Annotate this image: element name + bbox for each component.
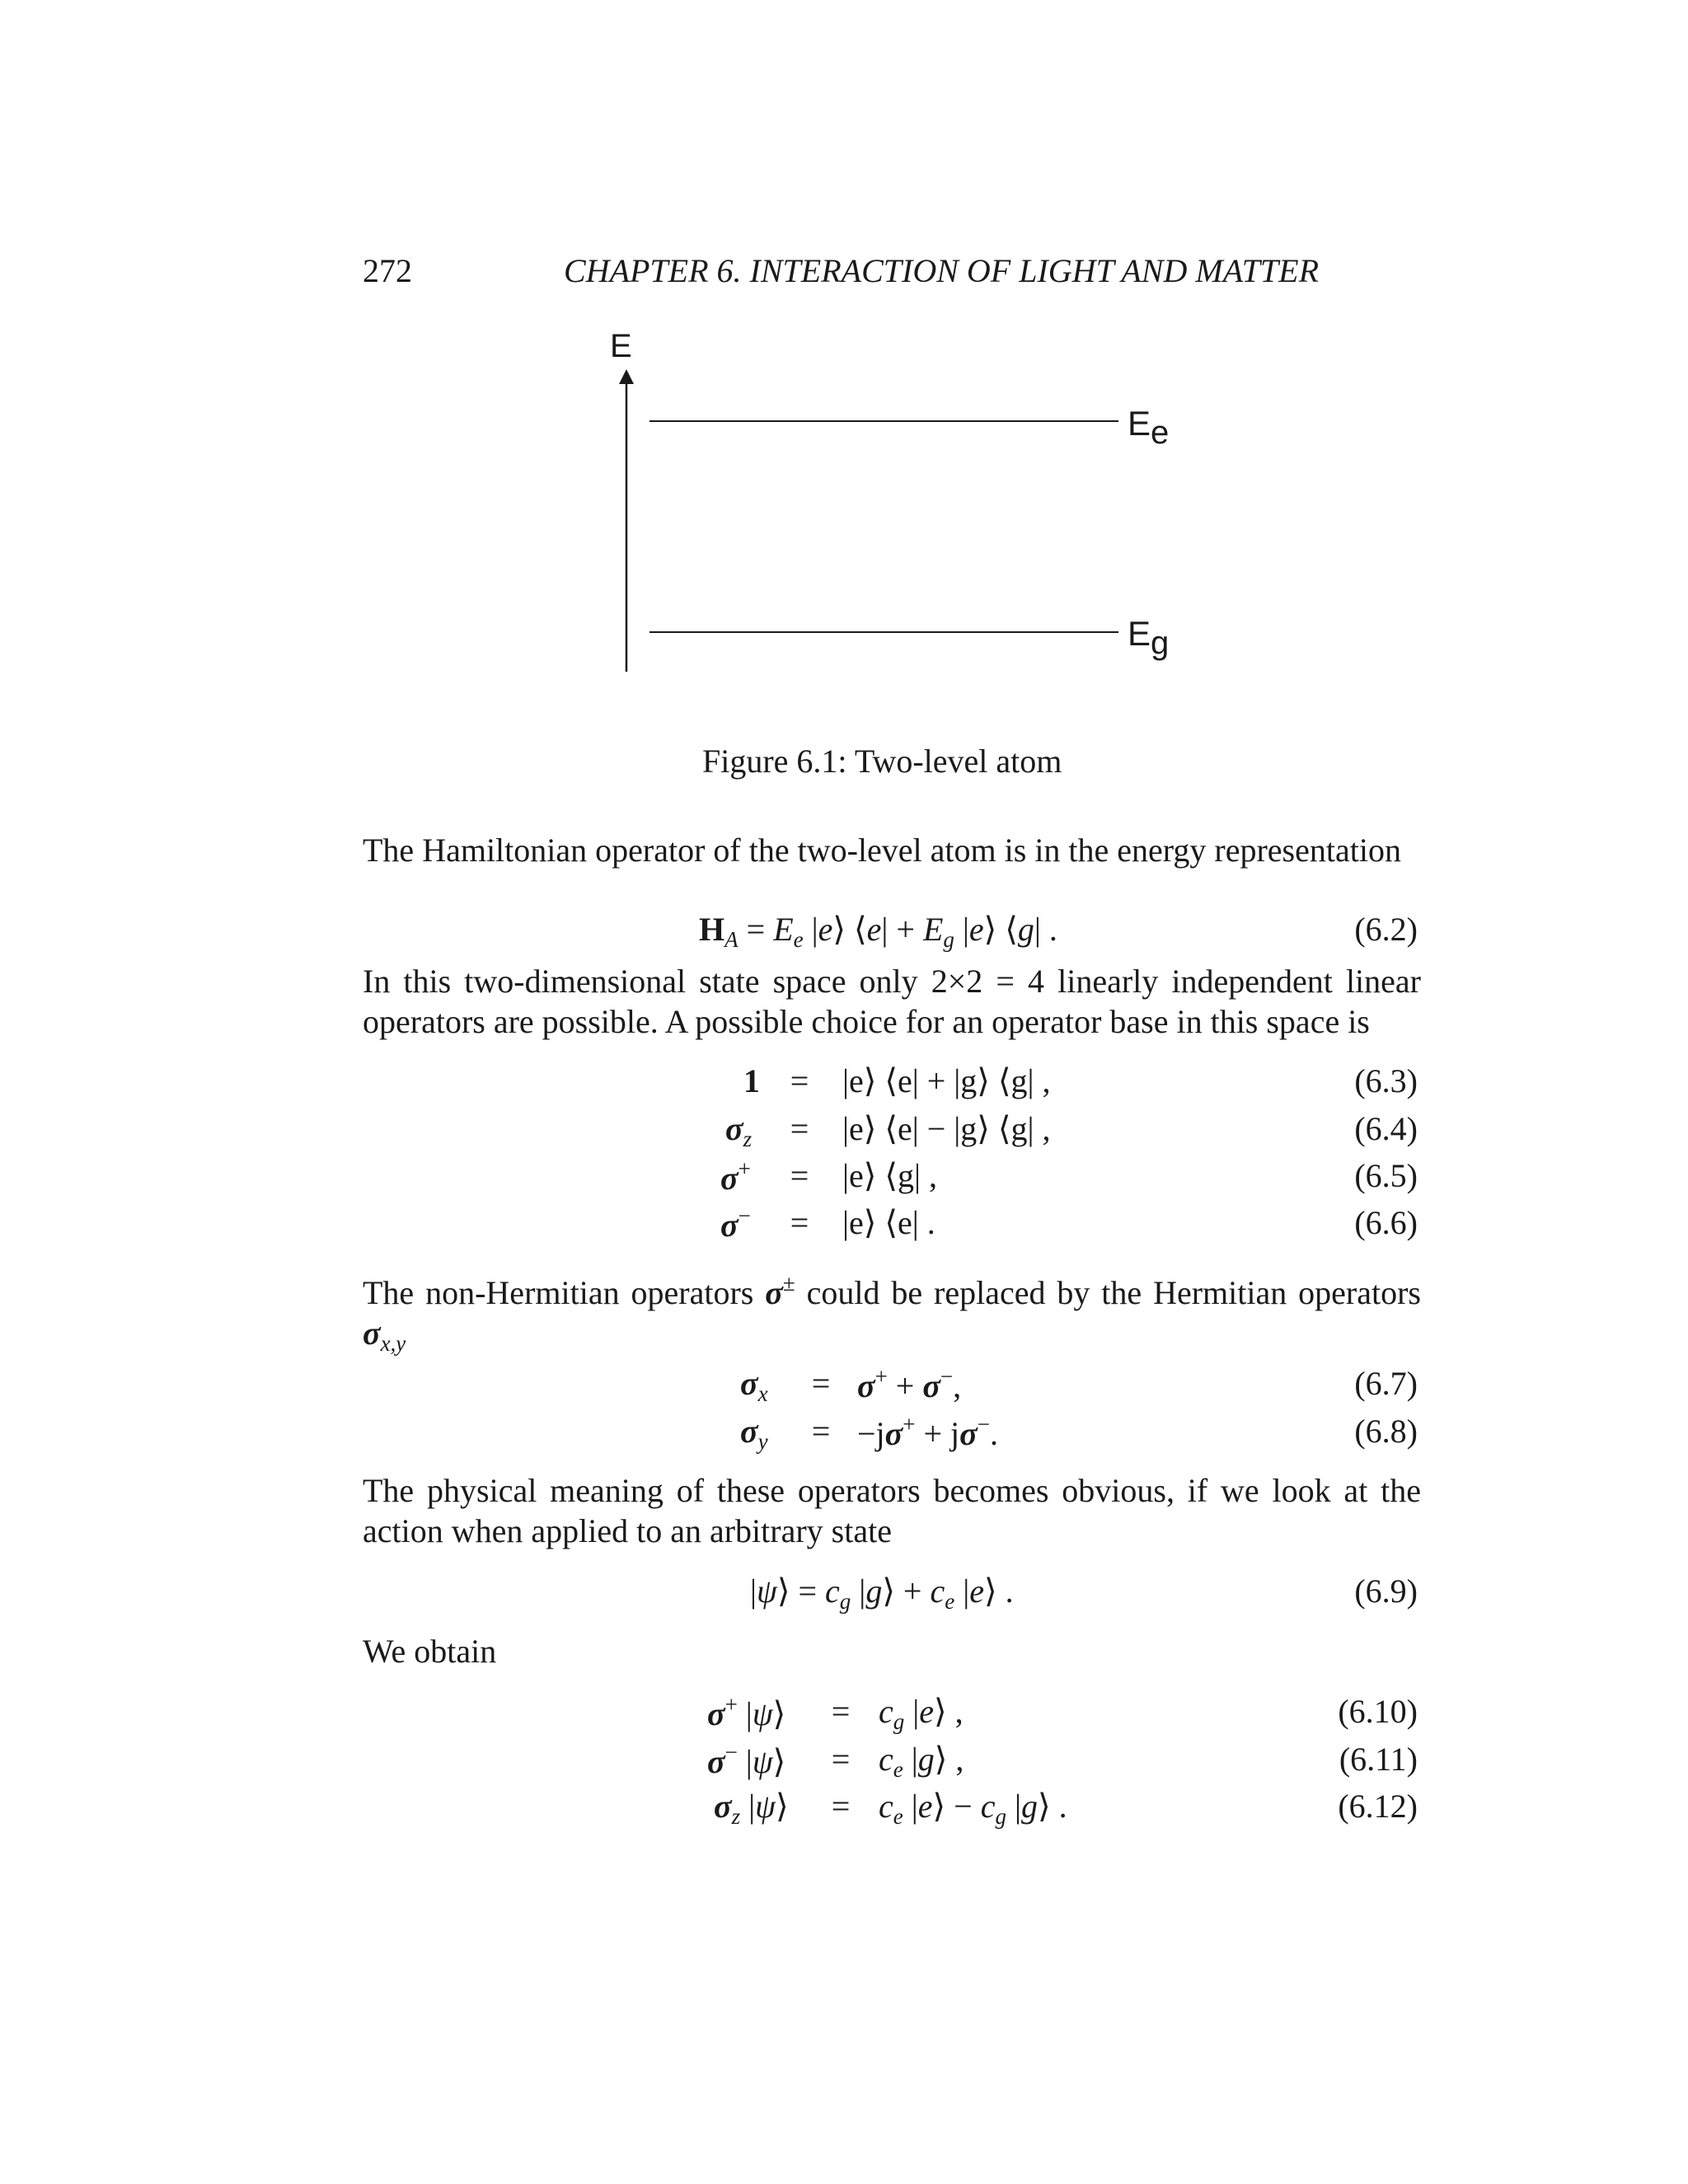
equation-number: (6.9) <box>1354 1572 1418 1610</box>
paragraph-physical-meaning: The physical meaning of these operators becomes obvious, if we look at the action when applied to an arbitrary state <box>363 1472 1421 1549</box>
equation-number: (6.8) <box>1354 1413 1418 1450</box>
equation-6-6-lhs: σ− <box>720 1203 751 1244</box>
equation-6-7-rhs: σ+ + σ−, <box>857 1364 962 1404</box>
equation-6-6-rhs: |e⟩ ⟨e| . <box>842 1204 935 1241</box>
paragraph-hamiltonian: The Hamiltonian operator of the two-level atom is in the energy representation <box>363 832 1401 869</box>
excited-level-label: Ee <box>1128 404 1170 451</box>
equation-6-10-rhs: $c_g$ |e⟩ , <box>879 1693 964 1734</box>
equation-6-5-rhs: |e⟩ ⟨g| , <box>842 1157 937 1194</box>
paragraph-operator-base: In this two-dimensional state space only 2×2 = 4 linearly independent linear operators are possible. A possible choice for an operator base in this space is <box>363 963 1421 1040</box>
equation-6-8-rhs: −jσ+ + jσ−. <box>857 1412 998 1452</box>
equation-6-11-lhs: σ− |ψ⟩ <box>707 1740 786 1780</box>
equals-sign: = <box>811 1413 831 1450</box>
energy-axis-label: E <box>610 328 632 364</box>
equals-sign: = <box>790 1062 809 1099</box>
equation-number: (6.3) <box>1354 1062 1418 1099</box>
equation-6-10-lhs: σ+ |ψ⟩ <box>707 1692 786 1732</box>
energy-level-diagram <box>577 330 1203 684</box>
equation-number: (6.12) <box>1338 1788 1418 1825</box>
equation-number: (6.6) <box>1354 1204 1418 1241</box>
equals-sign: = <box>831 1788 851 1825</box>
equals-sign: = <box>790 1157 809 1194</box>
equation-6-12-lhs: $\sigma_z$ |ψ⟩ <box>714 1788 789 1829</box>
equation-6-8-lhs: $\sigma_y$ <box>740 1413 768 1454</box>
equation-6-4-rhs: |e⟩ ⟨e| − |g⟩ ⟨g| , <box>842 1110 1051 1147</box>
equation-6-4-lhs: $\sigma_z$ <box>725 1110 753 1151</box>
equation-6-12-rhs: $c_e$ |e⟩ − $c_g$ |g⟩ . <box>879 1788 1067 1829</box>
equation-number: (6.4) <box>1354 1110 1418 1147</box>
equation-number: (6.11) <box>1339 1741 1418 1778</box>
equation-6-9: |ψ⟩ = $c_g$ |g⟩ + $c_e$ |e⟩ . <box>750 1572 1014 1614</box>
equation-6-3-rhs: |e⟩ ⟨e| + |g⟩ ⟨g| , <box>842 1062 1051 1099</box>
equation-6-7-lhs: $\sigma_x$ <box>740 1365 768 1406</box>
paragraph-we-obtain: We obtain <box>363 1633 497 1670</box>
equation-number: (6.7) <box>1354 1365 1418 1402</box>
equals-sign: = <box>790 1110 809 1147</box>
running-title: CHAPTER 6. INTERACTION OF LIGHT AND MATTER <box>564 252 1319 289</box>
ground-level-label: Eg <box>1128 614 1170 661</box>
equals-sign: = <box>831 1693 851 1730</box>
equation-number: (6.10) <box>1338 1693 1418 1730</box>
equals-sign: = <box>831 1741 851 1778</box>
equation-6-5-lhs: σ+ <box>720 1156 751 1197</box>
equation-6-2: $H_A = E_e$ |e⟩ ⟨e| + $E_g$ |e⟩ ⟨g| . <box>699 911 1057 952</box>
page-number: 272 <box>363 252 412 289</box>
arrow-up-icon <box>619 369 634 384</box>
equation-number: (6.5) <box>1354 1157 1418 1194</box>
equation-6-3-lhs: 1 <box>743 1062 760 1099</box>
figure-caption: Figure 6.1: Two-level atom <box>702 743 1062 780</box>
paragraph-hermitian: The non-Hermitian operators σ± could be replaced by the Hermitian operators $\sigma_{x,y}$ <box>363 1271 1421 1356</box>
equals-sign: = <box>811 1365 831 1402</box>
equation-6-11-rhs: $c_e$ |g⟩ , <box>879 1741 964 1782</box>
equation-number: (6.2) <box>1354 911 1418 948</box>
equals-sign: = <box>790 1204 809 1241</box>
